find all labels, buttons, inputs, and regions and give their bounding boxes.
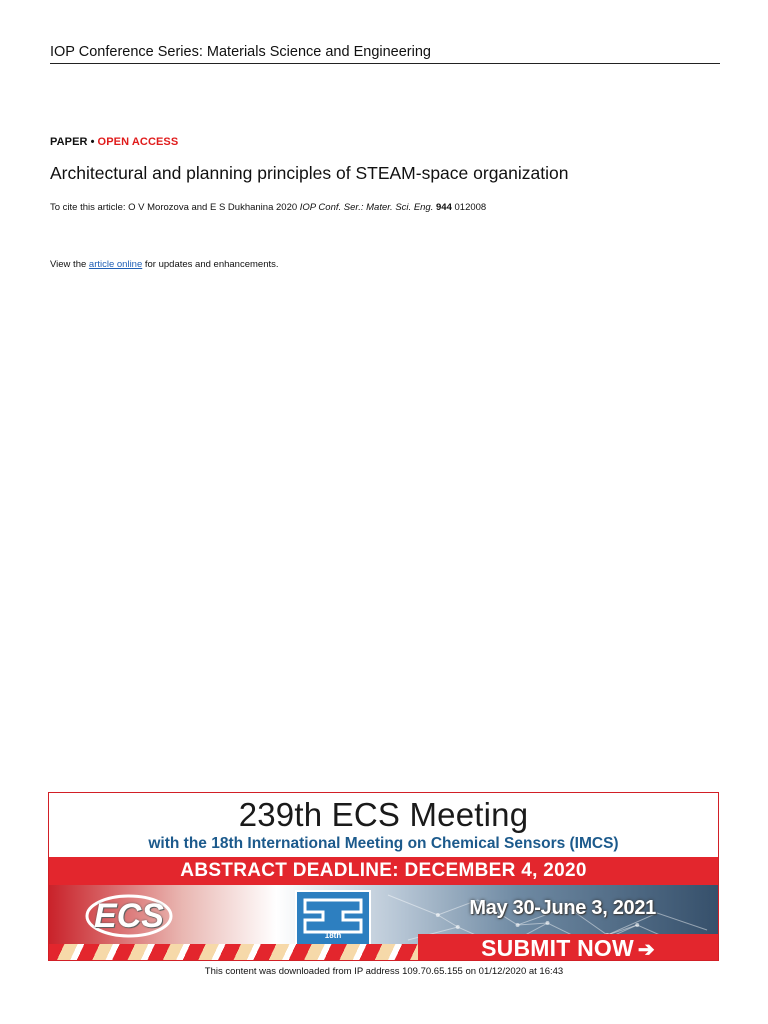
- imcs-logo: [295, 890, 371, 946]
- banner-stripes: [49, 944, 421, 961]
- paper-label-text: PAPER: [50, 136, 88, 148]
- citation-line: [50, 201, 486, 214]
- banner-deadline: ABSTRACT DEADLINE: DECEMBER 4, 2020: [49, 857, 718, 885]
- citation-volume: 944: [436, 202, 452, 213]
- article-title: Architectural and planning principles of STEAM-space organization: [50, 163, 569, 183]
- ecs-meeting-banner[interactable]: [48, 792, 719, 961]
- banner-dates: May 30-June 3, 2021: [469, 897, 656, 919]
- journal-header: IOP Conference Series: Materials Science and Engineering: [50, 42, 720, 64]
- imcs-18th-badge: 18th: [324, 931, 342, 940]
- view-online-prefix: View the: [50, 259, 89, 270]
- citation-prefix: To cite this article: O V Morozova and E S Dukhanina 2020: [50, 202, 300, 213]
- banner-subtitle: with the 18th International Meeting on Chemical Sensors (IMCS): [148, 835, 619, 852]
- view-online-line: [50, 258, 279, 271]
- paper-type-label: [50, 136, 178, 148]
- label-separator: •: [90, 136, 95, 148]
- arrow-right-icon: ➔: [637, 939, 655, 961]
- download-note: This content was downloaded from IP address 109.70.65.155 on 01/12/2020 at 16:43: [204, 966, 564, 977]
- submit-now-label: SUBMIT NOW: [481, 935, 634, 961]
- submit-now-button[interactable]: [418, 934, 718, 961]
- open-access-label: OPEN ACCESS: [97, 136, 179, 148]
- banner-meeting-title: 239th ECS Meeting: [238, 796, 529, 833]
- citation-article-number: 012008: [454, 202, 487, 213]
- article-online-link[interactable]: article online: [88, 259, 143, 270]
- ecs-logo: [85, 893, 173, 939]
- view-online-suffix: for updates and enhancements.: [142, 259, 279, 270]
- ecs-logo-text: ECS: [94, 897, 164, 935]
- citation-journal: IOP Conf. Ser.: Mater. Sci. Eng.: [299, 202, 434, 213]
- banner-artwork: [49, 885, 718, 961]
- banner-heading: [49, 793, 718, 857]
